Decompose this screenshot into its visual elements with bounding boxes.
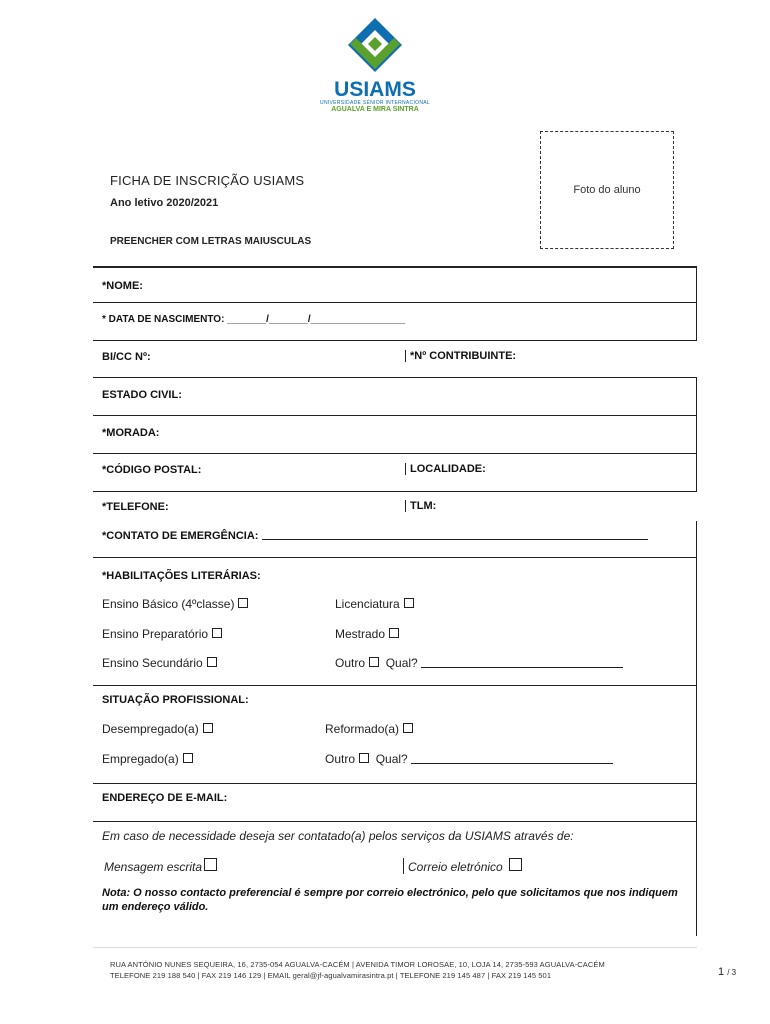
option-correio-eletronico[interactable]: Correio eletrónico: [403, 858, 522, 874]
checkbox-icon[interactable]: [359, 753, 369, 763]
situacao-heading: SITUAÇÃO PROFISSIONAL:: [102, 694, 249, 706]
checkbox-icon[interactable]: [203, 723, 213, 733]
checkbox-icon[interactable]: [403, 723, 413, 733]
checkbox-icon[interactable]: [204, 858, 217, 871]
footer-address: [110, 959, 700, 981]
field-morada[interactable]: [93, 415, 697, 453]
option-outro-situacao[interactable]: Outro Qual?: [325, 752, 613, 766]
data-nascimento-label: * DATA DE NASCIMENTO: _______/_______/_________________: [102, 314, 406, 325]
logo-location: AGUALVA E MIRA SINTRA: [331, 106, 419, 113]
contacto-note: Nota: O nosso contacto preferencial é sempre por correio electrónico, pelo que solicitamos que nos indiquem um endereço válido.: [102, 887, 678, 913]
field-contato-emergencia[interactable]: [93, 521, 697, 557]
option-licenciatura[interactable]: Licenciatura: [335, 597, 414, 611]
option-outro-habilitacao[interactable]: Outro Qual?: [335, 656, 623, 670]
page-number: 1 / 3: [718, 966, 737, 978]
checkbox-icon[interactable]: [404, 598, 414, 608]
footer-line-2: TELEFONE 219 188 540 | FAX 219 146 129 | EMAIL geral@jf-agualvamirasintra.pt | TELEFONE 219 145 487 | FAX 219 145 501: [110, 971, 552, 980]
photo-box: [540, 131, 674, 249]
localidade-label: LOCALIDADE:: [405, 463, 486, 475]
option-reformado[interactable]: Reformado(a): [325, 722, 413, 736]
telefone-label: *TELEFONE:: [102, 501, 169, 513]
field-codigo-postal[interactable]: [93, 453, 697, 491]
fill-instruction: PREENCHER COM LETRAS MAIUSCULAS: [110, 236, 312, 247]
field-data-nascimento[interactable]: [93, 302, 697, 340]
field-nome[interactable]: [93, 266, 697, 302]
checkbox-icon[interactable]: [509, 858, 522, 871]
form-title: FICHA DE INSCRIÇÃO USIAMS: [110, 173, 305, 188]
logo-wordmark: USIAMS: [334, 78, 416, 101]
field-telefone[interactable]: [93, 491, 697, 521]
field-estado-civil[interactable]: [93, 377, 697, 415]
morada-label: *MORADA:: [102, 427, 160, 439]
checkbox-icon[interactable]: [389, 628, 399, 638]
option-empregado[interactable]: Empregado(a): [102, 752, 193, 766]
email-label: ENDEREÇO DE E-MAIL:: [102, 792, 228, 804]
option-mestrado[interactable]: Mestrado: [335, 627, 399, 641]
logo-emblem-icon: [320, 16, 430, 80]
field-email[interactable]: [93, 783, 697, 821]
checkbox-icon[interactable]: [212, 628, 222, 638]
habilitacoes-heading: *HABILITAÇÕES LITERÁRIAS:: [102, 570, 261, 582]
option-desempregado[interactable]: Desempregado(a): [102, 722, 213, 736]
field-bi-cc[interactable]: [93, 340, 697, 377]
photo-label: Foto do aluno: [573, 184, 641, 196]
checkbox-icon[interactable]: [369, 657, 379, 667]
contacto-question: Em caso de necessidade deseja ser contatado(a) pelos serviços da USIAMS através de:: [102, 829, 574, 843]
bi-cc-label: BI/CC Nº:: [102, 351, 151, 363]
codigo-postal-label: *CÓDIGO POSTAL:: [102, 464, 202, 476]
checkbox-icon[interactable]: [207, 657, 217, 667]
option-ensino-secundario[interactable]: Ensino Secundário: [102, 656, 217, 670]
estado-civil-label: ESTADO CIVIL:: [102, 389, 182, 401]
tlm-label: TLM:: [405, 500, 436, 512]
checkbox-icon[interactable]: [183, 753, 193, 763]
section-contacto: [93, 821, 697, 936]
section-situacao: [93, 685, 697, 783]
section-habilitacoes: [93, 557, 697, 685]
school-year: Ano letivo 2020/2021: [110, 197, 219, 209]
footer-divider: [93, 947, 697, 948]
contribuinte-label: *Nº CONTRIBUINTE:: [405, 350, 516, 362]
checkbox-icon[interactable]: [238, 598, 248, 608]
option-mensagem-escrita[interactable]: Mensagem escrita: [104, 858, 217, 874]
option-ensino-preparatorio[interactable]: Ensino Preparatório: [102, 627, 222, 641]
logo-subtitle: UNIVERSIDADE SÉNIOR INTERNACIONAL: [320, 100, 430, 106]
option-ensino-basico[interactable]: Ensino Básico (4ºclasse): [102, 597, 248, 611]
footer-line-1: RUA ANTÓNIO NUNES SEQUEIRA, 16, 2735-054 AGUALVA-CACÉM | AVENIDA TIMOR LOROSAE, 10, LOJA 14, 2735-593 AGUALVA-CACÉM: [110, 960, 605, 969]
usiams-logo: [320, 16, 430, 116]
nome-label: *NOME:: [102, 280, 143, 292]
contato-emergencia-label: *CONTATO DE EMERGÊNCIA:: [102, 530, 648, 542]
registration-form: [93, 262, 697, 936]
